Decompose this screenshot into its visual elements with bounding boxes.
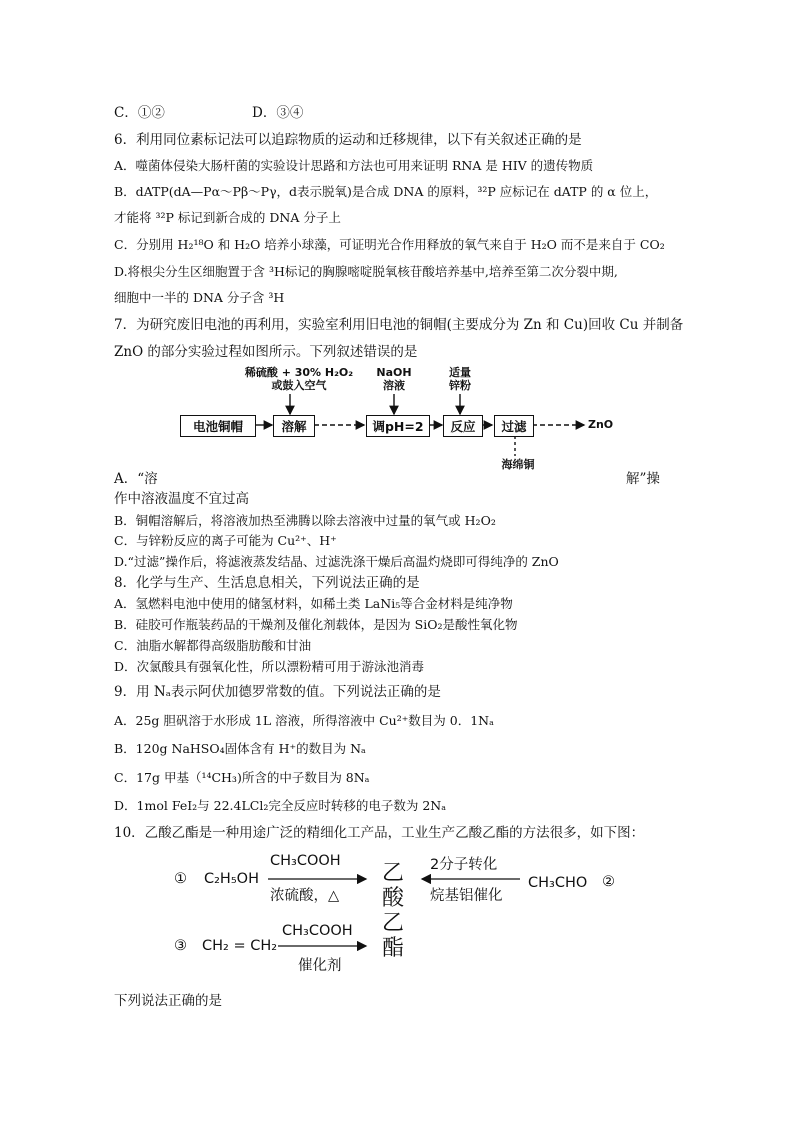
q8-option-a: A．氢燃料电池中使用的储氢材料，如稀土类 LaNi₅等合金材料是纯净物: [114, 596, 513, 611]
q8-option-b: B．硅胶可作瓶装药品的干燥剂及催化剂载体，是因为 SiO₂是酸性氧化物: [114, 617, 518, 632]
step-box-filter: 过滤: [494, 415, 534, 437]
route-3-condition: 催化剂: [298, 958, 342, 974]
q9-option-b: B．120g NaHSO₄固体含有 H⁺的数目为 Nₐ: [114, 741, 366, 756]
q7-option-b: B．铜帽溶解后，将溶液加热至沸腾以除去溶液中过量的氧气或 H₂O₂: [114, 513, 496, 528]
q9-option-a: A．25g 胆矾溶于水形成 1L 溶液，所得溶液中 Cu²⁺数目为 0．1Nₐ: [114, 713, 494, 728]
q8-option-c: C．油脂水解都得高级脂肪酸和甘油: [114, 638, 312, 653]
question-7-line1: 7．为研究废旧电池的再利用，实验室利用旧电池的铜帽(主要成分为 Zn 和 Cu)回收 Cu 并制备: [114, 317, 684, 333]
route-2-condition: 烷基铝催化: [430, 888, 503, 904]
product-char-1: 乙: [382, 861, 405, 886]
q9-option-c: C．17g 甲基（¹⁴CH₃)所含的中子数目为 8Nₐ: [114, 770, 370, 785]
route-3-reagent: CH₃COOH: [282, 923, 353, 939]
question-6: 6．利用同位素标记法可以追踪物质的运动和迁移规律，以下有关叙述正确的是: [114, 132, 582, 148]
route-1-number: ①: [174, 871, 187, 887]
byproduct-sponge-copper: 海绵铜: [501, 458, 535, 471]
reagent-label-1: 稀硫酸 + 30% H₂O₂ 或鼓入空气: [244, 366, 354, 392]
option-c: C．①②: [114, 105, 165, 121]
option-d: D．③④: [252, 105, 304, 121]
reagent-label-3: 适量 锌粉: [449, 366, 471, 392]
q6-option-b-line2: 才能将 ³²P 标记到新合成的 DNA 分子上: [114, 210, 341, 225]
route-1-condition: 浓硫酸，△: [270, 888, 340, 904]
option-d-line: [252, 104, 303, 122]
route-1-reagent: CH₃COOH: [270, 853, 341, 869]
q6-option-d-line2: 细胞中一半的 DNA 分子含 ³H: [114, 290, 285, 305]
step-box-react: 反应: [443, 415, 483, 437]
question-7-line2: ZnO 的部分实验过程如图所示。下列叙述错误的是: [114, 344, 418, 360]
route-2-label: 2分子转化: [430, 857, 498, 873]
q9-option-d: D．1mol FeI₂与 22.4LCl₂完全反应时转移的电子数为 2Nₐ: [114, 798, 447, 813]
product-char-2: 酸: [382, 886, 405, 911]
route-3-number: ③: [174, 938, 187, 954]
q8-option-d: D．次氯酸具有强氧化性，所以漂粉精可用于游泳池消毒: [114, 659, 425, 674]
q6-option-a: A．噬菌体侵染大肠杆菌的实验设计思路和方法也可用来证明 RNA 是 HIV 的遗传物质: [114, 158, 594, 173]
product-char-3: 乙: [382, 911, 405, 936]
q10-prompt: 下列说法正确的是: [114, 993, 222, 1009]
reagent-label-2: NaOH 溶液: [376, 366, 412, 392]
q7-option-c: C．与锌粉反应的离子可能为 Cu²⁺、H⁺: [114, 533, 337, 548]
question-10: 10．乙酸乙酯是一种用途广泛的精细化工产品，工业生产乙酸乙酯的方法很多，如下图：: [114, 825, 645, 841]
question-8: 8．化学与生产、生活息息相关，下列说法正确的是: [114, 575, 420, 591]
route-2-reactant: CH₃CHO: [528, 875, 588, 891]
route-1-reactant: C₂H₅OH: [204, 871, 259, 887]
q7-option-d: D.“过滤”操作后，将滤液蒸发结晶、过滤洗涤干燥后高温灼烧即可得纯净的 ZnO: [114, 554, 559, 569]
q7-option-a-cont: 作中溶液温度不宜过高: [114, 491, 249, 507]
question-9: 9．用 Nₐ表示阿伏加德罗常数的值。下列说法正确的是: [114, 684, 441, 700]
q7-option-a-end: 解”操: [626, 471, 660, 487]
product-char-4: 酯: [382, 936, 405, 961]
route-3-reactant: CH₂ = CH₂: [202, 938, 278, 954]
q6-option-c: C．分别用 H₂¹⁸O 和 H₂O 培养小球藻，可证明光合作用释放的氧气来自于 H₂O 而不是来自于 CO₂: [114, 237, 665, 252]
q6-option-b-line1: B．dATP(dA—Pα～Pβ～Pγ，d表示脱氧)是合成 DNA 的原料，³²P 应标记在 dATP 的 α 位上，: [114, 184, 658, 199]
process-flow-diagram: [178, 364, 638, 474]
reaction-scheme: [170, 850, 630, 980]
product-zno: ZnO: [588, 418, 614, 431]
q7-option-a-start: A．“溶: [114, 471, 158, 487]
step-box-adjust-ph: 调pH=2: [366, 415, 430, 437]
step-box-battery-cap: 电池铜帽: [180, 415, 256, 437]
q6-option-d-line1: D.将根尖分生区细胞置于含 ³H标记的胸腺嘧啶脱氧核苷酸培养基中,培养至第二次分裂中期,: [114, 264, 618, 279]
route-2-number: ②: [602, 874, 615, 890]
option-c-line: [114, 104, 165, 122]
step-box-dissolve: 溶解: [273, 415, 315, 437]
